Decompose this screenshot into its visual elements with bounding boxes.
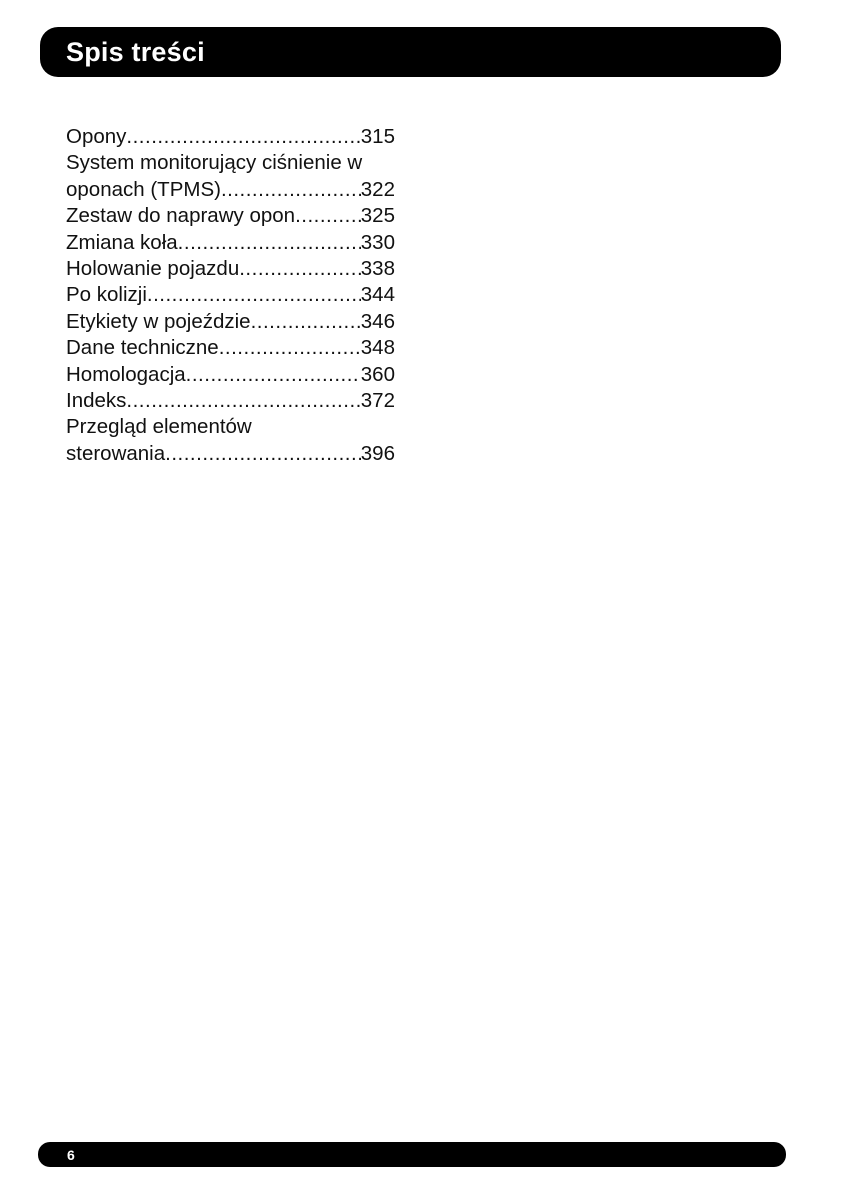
toc-entry-page: 372: [360, 389, 395, 413]
toc-entry-title: Zmiana koła: [66, 230, 178, 254]
toc-entry-title: Opony: [66, 125, 127, 148]
toc-entry-przeglad-elementow-sterowania[interactable]: [66, 414, 395, 467]
toc-entry-title-line1: Przegląd elementów: [66, 415, 252, 439]
toc-entry-homologacja[interactable]: [66, 362, 395, 388]
dot-leader: [178, 230, 361, 256]
toc-entry-page: 325: [360, 204, 395, 228]
toc-entry-title: Holowanie pojazdu: [66, 257, 240, 281]
toc-entry-title: Etykiety w pojeździe: [66, 309, 251, 333]
header-bar: [40, 27, 781, 77]
dot-leader: [126, 388, 360, 414]
toc-entry-zestaw-do-naprawy-opon[interactable]: [66, 203, 395, 229]
dot-leader: [251, 309, 361, 335]
toc-entry-page: 346: [360, 309, 395, 333]
dot-leader: [295, 203, 361, 229]
toc-entry-page: 322: [360, 177, 395, 201]
dot-leader: [165, 441, 361, 467]
toc-entry-title: Homologacja: [66, 362, 186, 386]
toc-entry-page: 360: [360, 362, 395, 386]
page-title: Spis treści: [66, 36, 205, 67]
toc-entry-etykiety-w-pojezdzie[interactable]: [66, 309, 395, 335]
table-of-contents: [66, 124, 395, 467]
dot-leader: [239, 256, 361, 282]
toc-entry-title: Indeks: [66, 389, 127, 413]
toc-entry-page: 338: [360, 257, 395, 281]
dot-leader: [219, 335, 361, 361]
toc-entry-indeks[interactable]: [66, 388, 395, 414]
dot-leader: [126, 124, 360, 150]
toc-entry-zmiana-kola[interactable]: [66, 230, 395, 256]
footer-bar: [38, 1142, 786, 1167]
toc-entry-page: 315: [360, 125, 395, 148]
toc-entry-title: Zestaw do naprawy opon: [66, 204, 296, 228]
toc-entry-title: sterowania: [66, 441, 166, 465]
toc-entry-tpms[interactable]: [66, 150, 395, 203]
toc-entry-po-kolizji[interactable]: [66, 282, 395, 308]
page-number: 6: [67, 1146, 75, 1163]
toc-entry-title: Po kolizji: [66, 283, 147, 307]
toc-entry-title: Dane techniczne: [66, 336, 219, 360]
toc-entry-page: 344: [360, 283, 395, 307]
toc-entry-opony[interactable]: [66, 124, 395, 150]
dot-leader: [221, 177, 361, 203]
toc-entry-dane-techniczne[interactable]: [66, 335, 395, 361]
toc-entry-page: 330: [360, 230, 395, 254]
toc-entry-title-line1: System monitorujący ciśnienie w: [66, 151, 363, 175]
dot-leader: [147, 282, 361, 308]
toc-entry-holowanie-pojazdu[interactable]: [66, 256, 395, 282]
toc-entry-title: oponach (TPMS): [66, 177, 221, 201]
toc-entry-page: 348: [360, 336, 395, 360]
dot-leader: [186, 362, 361, 388]
toc-entry-page: 396: [360, 441, 395, 465]
